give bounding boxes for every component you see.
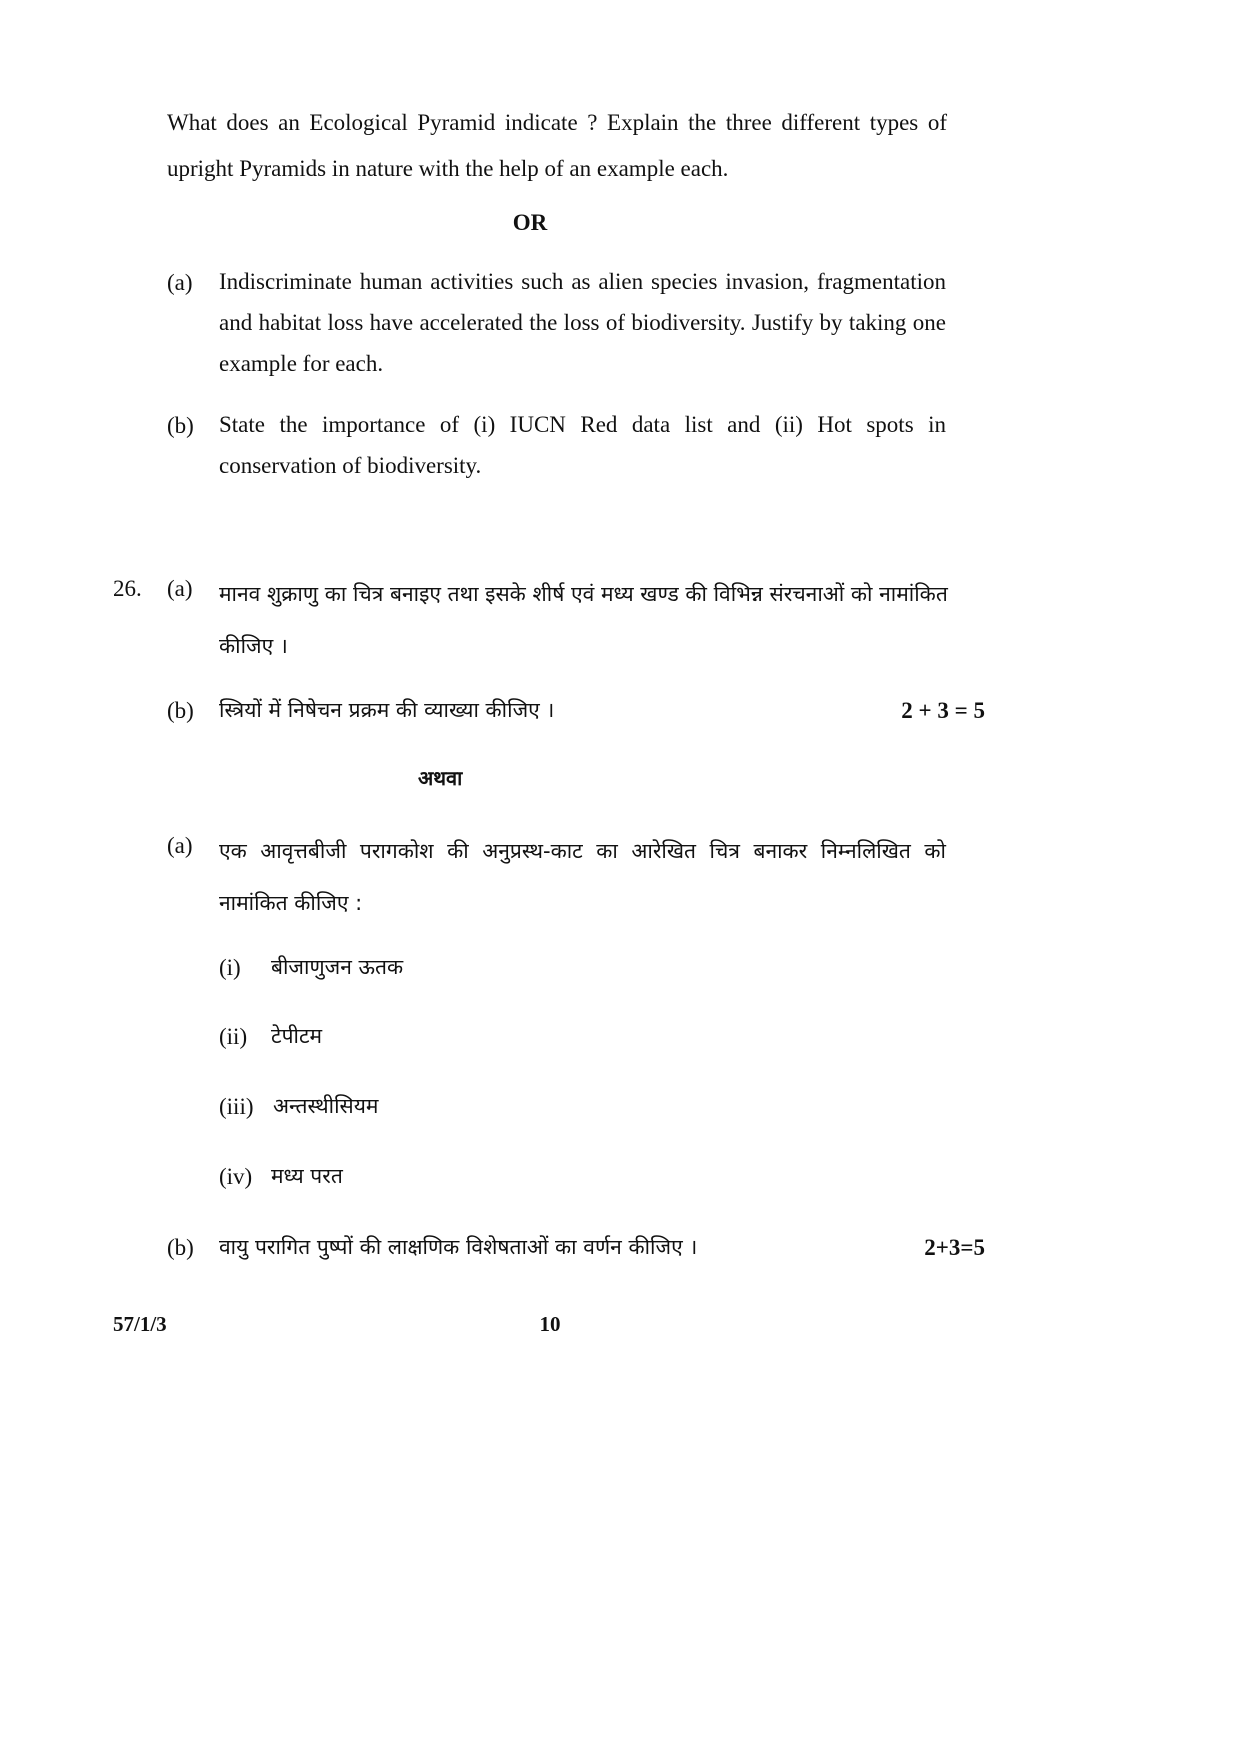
q26-or-marks: 2+3=5 [924,1235,985,1260]
q26-or-a-label: (a) [167,833,193,858]
q26-or-item-number: (ii) [219,1024,248,1049]
q26-or-item-number: (iii) [219,1094,254,1119]
q26-or-item-number: (i) [219,955,241,980]
q26-b-text: स्त्रियों में निषेचन प्रक्रम की व्याख्या कीजिए । [219,698,555,722]
question-26-number: 26. [113,576,142,601]
q26-or-b-text: वायु परागित पुष्पों की लाक्षणिक विशेषताओं का वर्णन कीजिए । [219,1235,698,1259]
q26-or-a-text: एक आवृत्तबीजी परागकोश की अनुप्रस्थ-काट का आरेखित चित्र बनाकर निम्नलिखित को नामांकित कीजिए : [219,839,946,915]
question-25-text: What does an Ecological Pyramid indicate ? Explain the three different types of upright Pyramids in nature with the help of an example each. [167,110,947,181]
footer-paper-code: 57/1/3 [113,1312,167,1336]
q26-or-item-text: टेपीटम [271,1024,323,1048]
q25-or-a-label: (a) [167,270,193,295]
q26-a-text: मानव शुक्राणु का चित्र बनाइए तथा इसके शीर्ष एवं मध्य खण्ड की विभिन्न संरचनाओं को नामांकित कीजिए । [219,582,948,658]
q26-b-label: (b) [167,698,194,723]
q26-or-item-number: (iv) [219,1164,253,1189]
page-number: 10 [539,1312,561,1336]
or-divider-hi: अथवा [418,766,463,790]
q26-marks: 2 + 3 = 5 [901,698,985,723]
or-divider-en: OR [512,210,548,235]
q26-or-b-label: (b) [167,1235,194,1260]
q26-or-item-text: बीजाणुजन ऊतक [271,955,404,979]
q26-or-item-text: मध्य परत [271,1164,343,1188]
q26-or-item-text: अन्तस्थीसियम [273,1094,379,1118]
q25-or-b-text: State the importance of (i) IUCN Red data list and (ii) Hot spots in conservation of biodiversity. [219,412,946,478]
q25-or-b-label: (b) [167,413,194,438]
q26-a-label: (a) [167,576,193,601]
q25-or-a-text: Indiscriminate human activities such as alien species invasion, fragmentation and habitat loss have accelerated the loss of biodiversity. Justify by taking one example for each. [219,269,946,376]
